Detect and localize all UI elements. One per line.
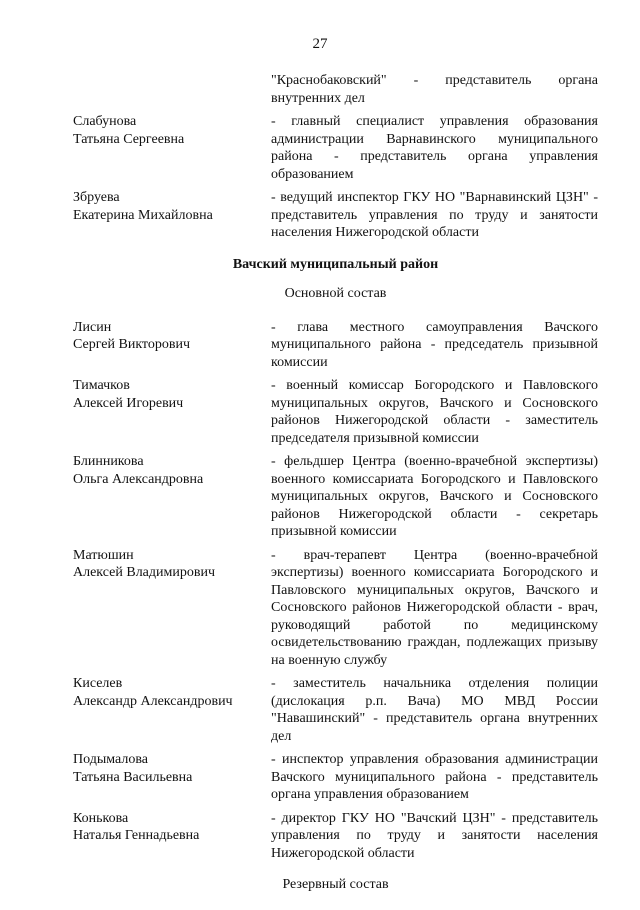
member-entry — [73, 72, 598, 107]
member-surname: Подымалова — [73, 752, 148, 767]
member-surname: Слабунова — [73, 114, 137, 129]
member-name — [73, 547, 271, 670]
member-name — [73, 319, 271, 372]
member-role: - заместитель начальника отделения полиции (дислокация р.п. Вача) МО МВД России "Навашинский" - представитель органа внутренних дел — [271, 676, 598, 744]
member-given-names: Александр Александрович — [73, 693, 233, 709]
member-given-names: Сергей Викторович — [73, 337, 191, 352]
main-entries-list — [73, 319, 598, 863]
member-role: - главный специалист управления образования администрации Варнавинского муниципального района - представитель органа управления образованием — [271, 114, 598, 182]
member-role: - врач-терапевт Центра (военно-врачебной экспертизы) военного комиссариата Богородского и Павловского муниципальных округов, Вачского и Сосновского районов Нижегородской области - врач, руководящий работой по медицинскому освидетельствованию граждан, подлежащих призыву на военную службу — [271, 547, 598, 668]
district-title: Вачский муниципальный район — [232, 256, 439, 272]
member-surname: Лисин — [73, 319, 112, 335]
member-name — [73, 810, 271, 863]
member-name — [73, 751, 271, 804]
document-content — [73, 72, 598, 910]
member-given-names: Екатерина Михайловна — [73, 207, 213, 223]
member-name — [73, 453, 271, 541]
member-role: - глава местного самоуправления Вачского муниципального района - председатель призывной комиссии — [271, 319, 598, 370]
member-entry — [73, 547, 598, 670]
member-role: "Краснобаковский" - представитель органа внутренних дел — [271, 73, 598, 106]
member-name — [73, 189, 271, 242]
member-entry — [73, 751, 598, 804]
member-given-names: Татьяна Васильевна — [73, 769, 193, 785]
top-entries-list — [73, 72, 598, 242]
member-entry — [73, 377, 598, 447]
member-name — [73, 72, 271, 107]
member-surname: Збруева — [73, 190, 120, 205]
member-role: - военный комиссар Богородского и Павловского муниципальных округов, Вачского и Сосновского районов Нижегородской области - заместитель председателя призывной комиссии — [271, 378, 598, 446]
member-surname: Блинникова — [73, 454, 144, 469]
member-entry — [73, 113, 598, 183]
member-surname: Конькова — [73, 810, 129, 826]
member-entry — [73, 810, 598, 863]
member-surname: Киселев — [73, 676, 123, 691]
member-given-names: Татьяна Сергеевна — [73, 131, 185, 147]
member-entry — [73, 675, 598, 745]
member-entry — [73, 189, 598, 242]
member-entry — [73, 319, 598, 372]
member-role: - директор ГКУ НО "Вачский ЦЗН" - представитель управления по труду и занятости населения Нижегородской области — [271, 810, 598, 861]
member-surname: Матюшин — [73, 547, 134, 563]
member-role: - ведущий инспектор ГКУ НО "Варнавинский ЦЗН" - представитель управления по труду и занятости населения Нижегородской области — [271, 190, 598, 240]
member-role: - инспектор управления образования администрации Вачского муниципального района - представитель органа управления образованием — [271, 752, 598, 802]
member-name — [73, 675, 271, 745]
page-number: 27 — [312, 36, 328, 52]
member-given-names: Ольга Александровна — [73, 471, 204, 487]
member-surname: Тимачков — [73, 378, 130, 393]
member-given-names: Алексей Владимирович — [73, 565, 216, 580]
member-entry — [73, 453, 598, 541]
reserve-composition-label: Резервный состав — [282, 877, 389, 892]
member-name — [73, 377, 271, 447]
member-given-names: Алексей Игоревич — [73, 395, 184, 411]
member-name — [73, 113, 271, 183]
member-given-names: Наталья Геннадьевна — [73, 828, 200, 843]
member-role: - фельдшер Центра (военно-врачебной экспертизы) военного комиссариата Богородского и Павловского муниципальных округов, Вачского и Сосновского районов Нижегородской области - секретарь призывной комиссии — [271, 454, 598, 539]
main-composition-label: Основной состав — [284, 286, 387, 301]
